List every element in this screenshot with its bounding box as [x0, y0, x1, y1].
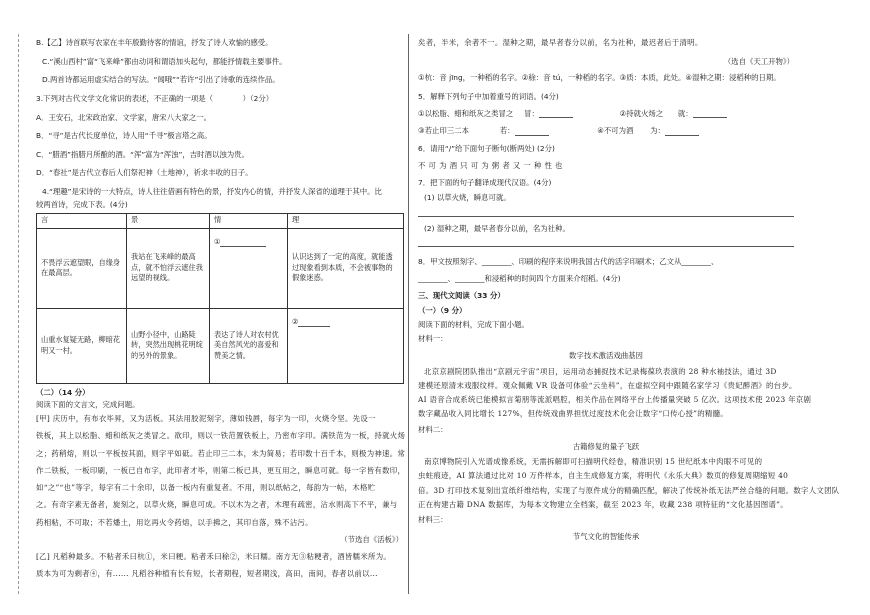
table-row: [37, 228, 404, 308]
answer-line[interactable]: [418, 236, 794, 247]
option-c: C.“溪山西村”富“飞来峰”都由动词和谓语加头起句，都能抒情载主要事件。: [42, 56, 287, 66]
answer-blank[interactable]: [539, 109, 573, 118]
material-1-label: 材料一：: [418, 334, 448, 343]
material-1-title: 数字技术激活戏曲基因: [569, 351, 643, 361]
passage-line: 药相粘，不可取；不若燔土，用讫再火令药熔，以手拂之，其印自落，殊不沾污。: [36, 517, 313, 527]
cell-jing: 山野小径中，山路陡转，突然出现桃花明绽的另外的景象。: [127, 308, 210, 383]
table-header-row: [37, 213, 404, 228]
question-3-option-d: D．“春社”是古代立春后人们祭祀神（土地神），祈求丰收的日子。: [36, 168, 253, 178]
header-yan: 言: [37, 213, 127, 228]
option-b: B.【乙】诗首联写农家在丰年殷勤待客的情谊，抒发了诗人欢愉的感受。: [36, 38, 273, 47]
subsection-1-intro: 阅读下面的材料，完成下面小题。: [418, 319, 529, 329]
question-7-item-1: (1) 以草火烧，瞬息可就。: [424, 193, 511, 203]
question-3-stem: 3.下列对古代文学文化常识的表述，不正确的一项是（ ）（2分）: [36, 93, 274, 103]
header-li: 理: [288, 213, 404, 228]
passage-jia-source: （节选自《活板》）: [340, 534, 403, 544]
passage-yi-cont: 矣者，半米，余者不一。湿种之期，最早者春分以前，名为社种，最迟者后于清明。: [418, 38, 703, 47]
cell-yan: 山重水复疑无路，柳暗花明又一村。: [37, 308, 127, 383]
blank-marker: ②: [292, 316, 299, 326]
q5-word: 冒：: [524, 109, 539, 118]
q5-item: ①以松脂、蜡和纸灰之类冒之: [418, 109, 514, 118]
blank-marker: ①: [214, 236, 221, 246]
passage-line: 铁板，其上以松脂、蜡和纸灰之类冒之。欲印，则以一铁范置铁板上，乃密布字印。满铁范为一板，持就火炀: [36, 431, 406, 441]
answer-blank[interactable]: [515, 127, 549, 136]
option-d: D.两首诗都运用虚实结合的写法。“闻哦”“若许”引出了诗歌的连续作品。: [42, 75, 280, 85]
answer-blank[interactable]: [665, 127, 699, 136]
passage-line: 之；药稍熔，则以一平板按其面，则字平如砥。若止印三二本，未为简易；若印数十百千本，则极为神速。常: [36, 448, 406, 458]
material-3-title: 节气文化的智能传承: [572, 532, 640, 542]
material-1-body: [418, 366, 812, 419]
question-8-line-1: 8．甲文按照刻字、________、印刷的程序来说明我国古代的活字印刷术；乙文从________、: [418, 256, 719, 266]
passage-line: AI 语音合成系统已能模拟言菊朋等流派唱腔，相关作品在网络平台上传播量突破 5 亿次。这项技术使 2023 年京剧: [418, 395, 812, 404]
answer-line[interactable]: [418, 206, 794, 217]
question-4-stem-cont: 较两首诗，完成下表。(4分): [36, 200, 128, 210]
cell-li-blank[interactable]: [288, 308, 404, 383]
cell-qing: 表达了诗人对农村优美自然风光的喜爱和赞美之情。: [210, 308, 288, 383]
header-jing: 景: [127, 213, 210, 228]
q5-item: ③若止印三二本: [418, 126, 469, 136]
material-2-label: 材料二：: [418, 424, 448, 434]
cell-qing-blank[interactable]: [210, 228, 288, 308]
section-2-intro: 阅读下面的文言文，完成问题。: [36, 399, 140, 409]
passage-line: 质本为可为剩者④，有...... 凡稻谷种植有长有短，长者期程，短者期浅，高田，南间，春者以前以...: [36, 569, 378, 579]
question-6-stem: 6．请用“/”给下面句子断句(断两处) (2分): [418, 143, 555, 153]
section-3-title: 三、现代文阅读（33 分）: [418, 291, 505, 301]
annotations: ①杭：音 jīng，一种稻的名字。②稌：音 tú，一种稻的名字。③质：本质，此处。④湿种之期：浸稻种的日期。: [418, 72, 781, 82]
material-2-body: [418, 457, 840, 509]
q5-item: ④不可为酒: [597, 126, 634, 136]
q5-word: 若：: [499, 126, 515, 136]
passage-line: 北京京剧院团队推出“京剧元宇宙”项目，运用动态捕捉技术记录梅葆玖表演的 28 种水袖技法，通过 3D: [424, 366, 777, 376]
column-divider: [408, 34, 409, 594]
table-row: [37, 308, 404, 383]
passage-line: 倍。3D 打印技术复刻出宣纸纤维结构，实现了与原件成分的精确匹配，解决了传统补纸无法严丝合缝的问题。数字人文团队: [418, 485, 840, 495]
q5-item: ②持就火炀之: [619, 109, 664, 118]
passage-yi-source: （选自《天工开物》）: [723, 57, 794, 67]
q5-word: 就：: [677, 109, 693, 118]
question-3-option-c: C．“腊酒”指腊月所酿的酒。“浑”富为“浑浊”，吉时酒以浊为贵。: [36, 149, 249, 159]
section-2-title: （二）（14 分）: [36, 387, 90, 397]
question-7-item-2: (2) 湿种之期，最早者春分以前，名为社种。: [424, 223, 570, 233]
material-2-title: 古籍修复的量子飞跃: [572, 441, 640, 451]
answer-blank[interactable]: [298, 318, 330, 327]
subsection-1-title: （一）（9 分）: [418, 305, 467, 315]
question-5-row-2: [418, 126, 794, 135]
passage-line: [甲] 庆历中，有布衣毕昇，又为活板。其法用胶泥刻字，薄如钱唇，每字为一印，火烧令坚。先设一: [36, 414, 376, 424]
question-8-line-2: ________、________和浸稻种的时间四个方面来介绍稻。(4分): [418, 274, 621, 283]
binding-margin-line: [18, 34, 19, 594]
passage-line: 作二铁板，一板印刷，一板已自布字，此印者才毕，则第二板已具，更互用之，瞬息可就。每一字皆有数印，: [36, 465, 406, 475]
passage-line: 南京博物院引入光谱成像系统，无需拆解即可扫描明代经卷，精准识别 15 世纪纸本中肉眼不可见的: [424, 457, 763, 466]
question-6-sentence: 不 可 为 酒 只 可 为 粥 者 又 一 种 性 也: [418, 160, 563, 170]
answer-blank[interactable]: [693, 109, 727, 118]
passage-line: 虫蛀痕迹，AI 算法通过比对 10 万件样本，自主生成修复方案，将明代《永乐大典》数页的修复周期缩短 40: [418, 471, 789, 481]
question-3-option-a: A．王安石，北宋政治家、文学家，唐宋八大家之一。: [36, 112, 212, 122]
passage-yi: [36, 552, 403, 579]
left-column: [36, 38, 406, 579]
answer-blank[interactable]: [220, 238, 266, 247]
question-7-stem: 7．把下面的句子翻译成现代汉语。(4分): [418, 178, 552, 187]
passage-jia: [36, 414, 406, 527]
cell-jing: 我站在飞来峰的最高点，就不怕浮云遮住我远望的视线。: [127, 228, 210, 308]
passage-line: 建模还原清末戏服纹样。观众佩戴 VR 设备可体验“云坐科”，在虚拟空间中跟随名家学习《贵妃醉酒》的台步。: [418, 380, 797, 390]
cell-li: 认识达到了一定的高度，就能透过现象看到本质，不会被事物的假象迷惑。: [288, 228, 404, 308]
cell-yan: 不畏浮云遮望眼，自缘身在最高层。: [37, 228, 127, 308]
passage-line: 正在构建古籍 DNA 数据库，为每本文物建立全档案，截至 2023 年，收藏 238 项特征的“文化基因图谱”。: [418, 499, 788, 509]
question-5-stem: 5．解释下列句子中加着重号的词语。(4分): [418, 91, 559, 101]
passage-line: 数字藏品收入同比增长 127%，但传统戏曲界担忧过度技术化会让数字“口传心授”的精髓。: [418, 409, 729, 419]
passage-line: [乙] 凡稻种最多。不粘者禾曰杭①，米曰粳。粘者禾曰稌②，米曰糯。南方无③粘粳者，酒皆糯米所为。: [36, 552, 392, 562]
right-column: [418, 38, 840, 542]
question-4-stem: 4.“理趣”是宋诗的一大特点，诗人往往借画有特色的景，抒发内心的情，并抒发人深省的道理于其中。比: [42, 187, 382, 197]
passage-line: 之。有奇字素无备者，旋刻之，以草火烧，瞬息可成。不以木为之者，木理有疏密，沾水则高下不平，兼与: [36, 500, 398, 510]
poem-comparison-table: [36, 213, 404, 384]
q5-word: 为：: [650, 126, 665, 136]
material-3-label: 材料三：: [418, 515, 448, 524]
passage-line: 如“之”“也”等字，每字有二十余印，以备一板内有重复者。不用，则以纸帖之，每韵为一帖，木格贮: [36, 483, 376, 493]
question-5-row-1: [418, 109, 794, 118]
question-3-option-b: B．“寻”是古代长度单位，诗人用“千寻”极言塔之高。: [36, 131, 212, 141]
header-qing: 情: [210, 213, 288, 228]
